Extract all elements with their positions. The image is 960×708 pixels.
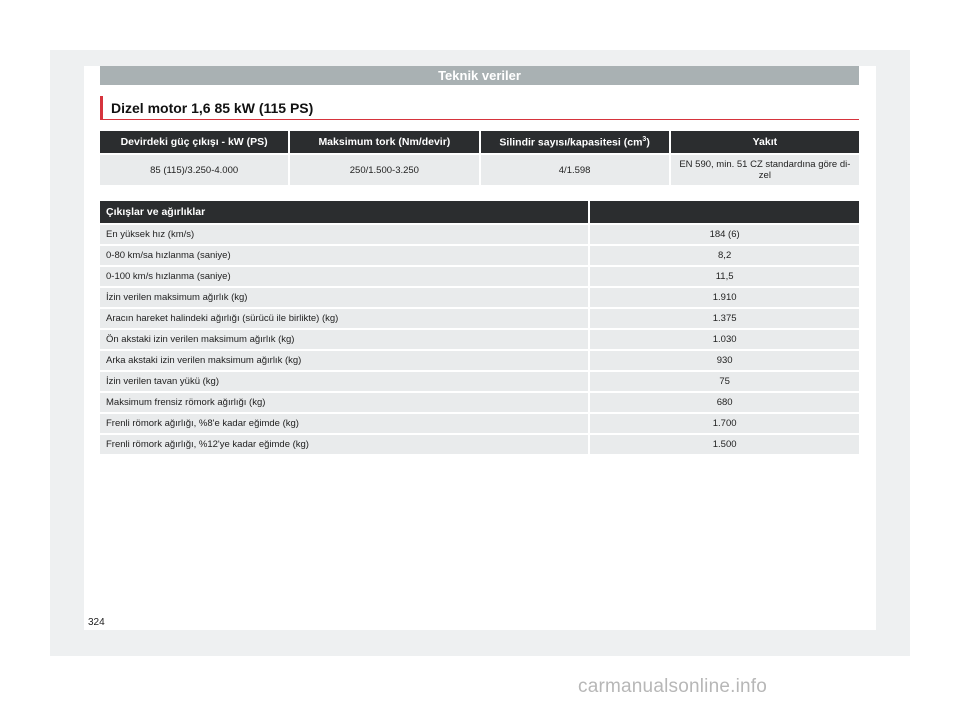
row-value: 930 [590, 351, 859, 370]
cell-power: 85 (115)/3.250-4.000 [100, 155, 288, 185]
cell-cylinders: 4/1.598 [481, 155, 669, 185]
cell-fuel: EN 590, min. 51 CZ standardına göre di-zel [671, 155, 859, 185]
table-row [100, 267, 859, 286]
row-value: 8,2 [590, 246, 859, 265]
row-value: 1.700 [590, 414, 859, 433]
row-value: 1.375 [590, 309, 859, 328]
engine-table-header-row [100, 131, 859, 153]
row-label: Ön akstaki izin verilen maksimum ağırlık (kg) [100, 330, 588, 349]
row-label: En yüksek hız (km/s) [100, 225, 588, 244]
header-cylinders-close: ) [646, 136, 650, 149]
row-value: 1.030 [590, 330, 859, 349]
table-row [100, 225, 859, 244]
table-row [100, 435, 859, 454]
header-torque: Maksimum tork (Nm/devir) [290, 131, 478, 153]
row-value: 184 (6) [590, 225, 859, 244]
table-row [100, 393, 859, 412]
row-label: 0-80 km/sa hızlanma (saniye) [100, 246, 588, 265]
row-value: 75 [590, 372, 859, 391]
table-row [100, 330, 859, 349]
performance-weights-table [98, 199, 861, 456]
table-row [100, 372, 859, 391]
row-value: 11,5 [590, 267, 859, 286]
header-cylinders-superscript: 3 [642, 135, 647, 143]
engine-table-row [100, 155, 859, 185]
table-row [100, 288, 859, 307]
engine-specs-table [98, 129, 861, 187]
section-header-text: Teknik veriler [438, 68, 521, 83]
row-label: 0-100 km/s hızlanma (saniye) [100, 267, 588, 286]
watermark[interactable]: carmanualsonline.info [578, 676, 768, 697]
row-label: İzin verilen maksimum ağırlık (kg) [100, 288, 588, 307]
row-label: İzin verilen tavan yükü (kg) [100, 372, 588, 391]
table-row [100, 351, 859, 370]
row-label: Maksimum frensiz römork ağırlığı (kg) [100, 393, 588, 412]
row-label: Arka akstaki izin verilen maksimum ağırlık (kg) [100, 351, 588, 370]
header-power: Devirdeki güç çıkışı - kW (PS) [100, 131, 288, 153]
header-cylinders [481, 131, 669, 153]
performance-table-header-row [100, 201, 859, 223]
row-label: Frenli römork ağırlığı, %8'e kadar eğimde (kg) [100, 414, 588, 433]
header-fuel: Yakıt [671, 131, 859, 153]
row-value: 1.910 [590, 288, 859, 307]
section-header-band [100, 66, 859, 85]
table-row [100, 246, 859, 265]
row-label: Frenli römork ağırlığı, %12'ye kadar eğimde (kg) [100, 435, 588, 454]
page-number: 324 [88, 617, 105, 628]
engine-title-text: Dizel motor 1,6 85 kW (115 PS) [111, 99, 314, 116]
engine-title [100, 96, 859, 120]
row-value: 680 [590, 393, 859, 412]
header-cylinders-text: Silindir sayısı/kapasitesi (cm [499, 136, 643, 149]
table-row [100, 309, 859, 328]
performance-table-header: Çıkışlar ve ağırlıklar [100, 201, 588, 223]
cell-torque: 250/1.500-3.250 [290, 155, 478, 185]
row-value: 1.500 [590, 435, 859, 454]
row-label: Aracın hareket halindeki ağırlığı (sürücü ile birlikte) (kg) [100, 309, 588, 328]
table-row [100, 414, 859, 433]
performance-table-header-empty [590, 201, 859, 223]
